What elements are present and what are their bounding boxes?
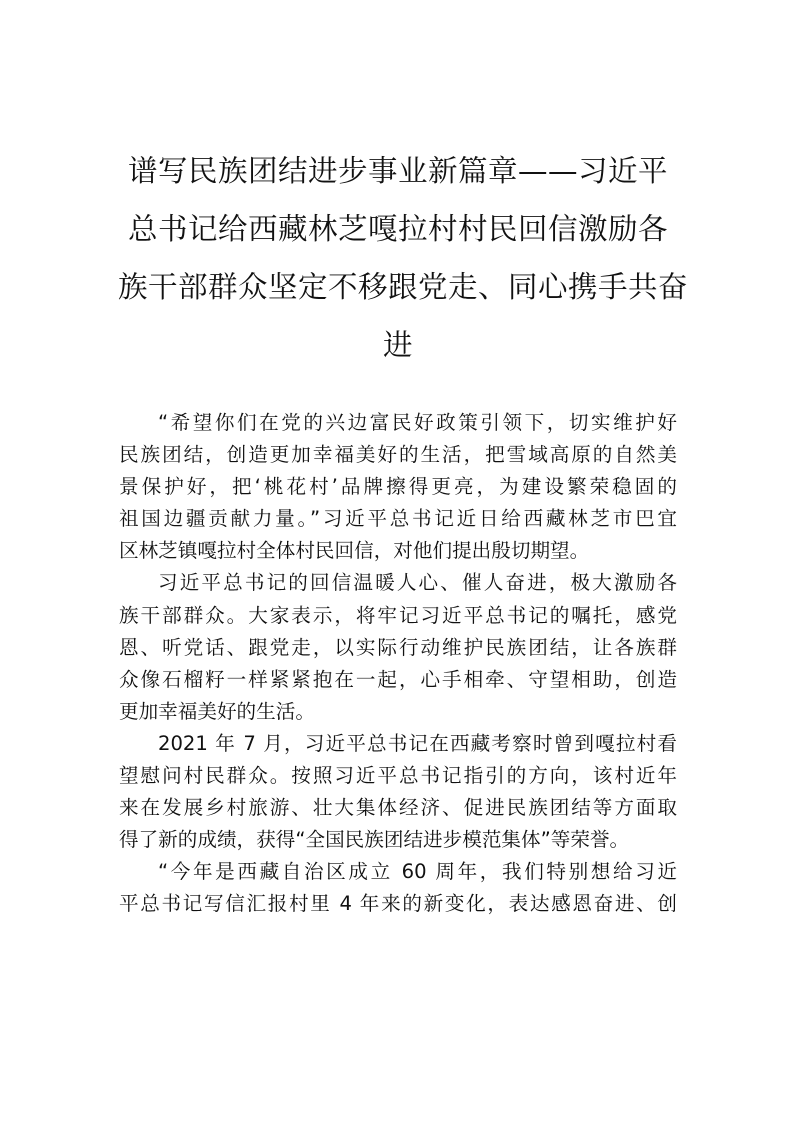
- paragraph-line: 习近平总书记的回信温暖人心、催人奋进，极大激励各: [158, 571, 677, 595]
- paragraph-line: 族干部群众。大家表示，将牢记习近平总书记的嘱托，感党: [119, 603, 677, 627]
- paragraph-line: 恩、听党话、跟党走，以实际行动维护民族团结，让各族群: [119, 635, 677, 659]
- document-title: [118, 142, 689, 374]
- paragraph-line: 平总书记写信汇报村里 4 年来的新变化，表达感恩奋进、创: [119, 892, 677, 916]
- paragraph-line: 来在发展乡村旅游、壮大集体经济、促进民族团结等方面取: [119, 796, 677, 820]
- paragraph-line: 更加幸福美好的生活。: [119, 699, 315, 723]
- paragraph-line: “希望你们在党的兴边富民好政策引领下，切实维护好: [158, 411, 677, 434]
- paragraph-line: 民族团结，创造更加幸福美好的生活，把雪域高原的自然美: [119, 443, 677, 467]
- title-line-1: 谱写民族团结进步事业新篇章——习近平: [127, 154, 668, 188]
- title-line-2: 总书记给西藏林芝嘎拉村村民回信激励各: [127, 212, 668, 246]
- paragraph-3: [119, 728, 677, 856]
- paragraph-line: 2021 年 7 月，习近平总书记在西藏考察时曾到嘎拉村看: [158, 731, 677, 755]
- paragraph-2: [119, 567, 677, 727]
- paragraph-line: “今年是西藏自治区成立 60 周年，我们特别想给习近: [158, 860, 677, 884]
- paragraph-1: [119, 407, 677, 567]
- paragraph-line: 景保护好，把‘桃花村’品牌擦得更亮，为建设繁荣稳固的: [119, 475, 677, 499]
- title-line-4: 进: [382, 328, 413, 362]
- document-body: [119, 407, 677, 921]
- paragraph-line: 区林芝镇嘎拉村全体村民回信，对他们提出殷切期望。: [119, 539, 590, 563]
- title-line-3: 族干部群众坚定不移跟党走、同心携手共奋: [118, 270, 689, 304]
- paragraph-line: 望慰问村民群众。按照习近平总书记指引的方向，该村近年: [119, 764, 677, 788]
- paragraph-line: 众像石榴籽一样紧紧抱在一起，心手相牵、守望相助，创造: [119, 667, 677, 691]
- paragraph-line: 得了新的成绩，获得“全国民族团结进步模范集体”等荣誉。: [119, 828, 630, 852]
- paragraph-4: [119, 856, 677, 920]
- paragraph-line: 祖国边疆贡献力量。”习近平总书记近日给西藏林芝市巴宜: [119, 507, 677, 531]
